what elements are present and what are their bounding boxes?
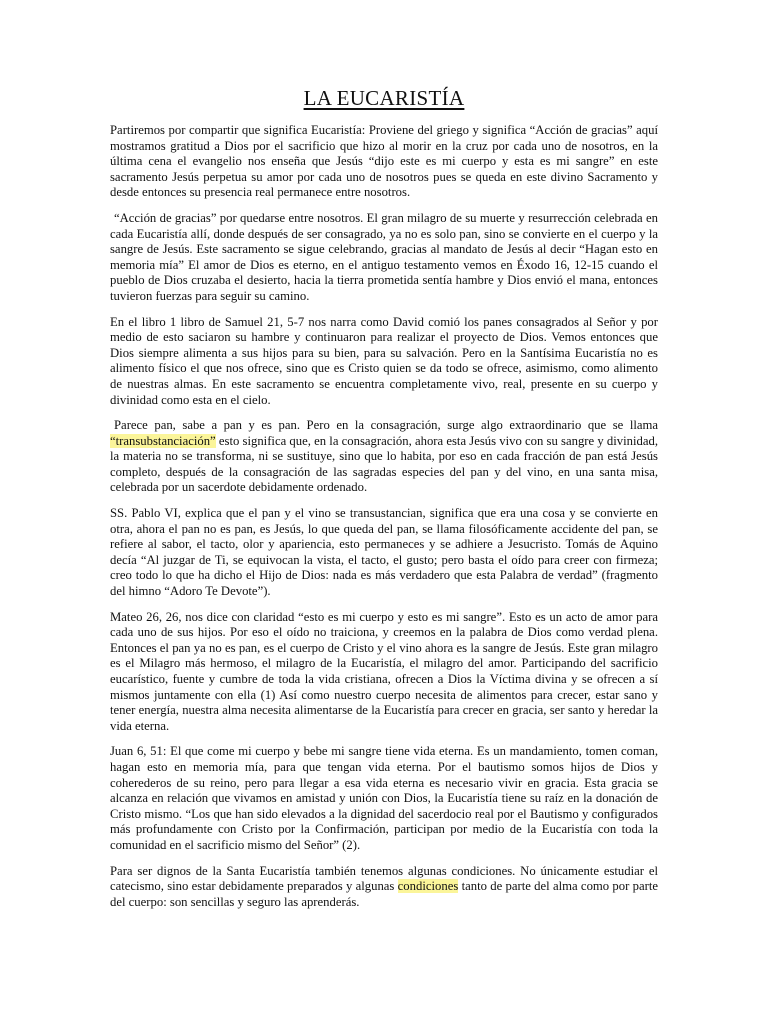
paragraph-8 — [110, 864, 658, 911]
paragraph-5: SS. Pablo VI, explica que el pan y el vino se transustancian, significa que era una cosa y se convierte en otra, ahora el pan no es pan, es Jesús, lo que queda del pan, se llama filosóficamente accidente del pan, se refiere al sabor, el tacto, olor y apariencia, esto permaneces y se adhiere a Jesucristo. Tomás de Aquino decía “Al juzgar de Ti, se equivocan la vista, el tacto, el gusto; pero basta el oído para creer con firmeza; creo todo lo que ha dicho el Hijo de Dios: nada es más verdadero que esta Palabra de verdad” (fragmento del himno “Adoro Te Devote”). — [110, 506, 658, 599]
paragraph-1: Partiremos por compartir que significa Eucaristía: Proviene del griego y significa “Acción de gracias” aquí mostramos gratitud a Dios por el sacrificio que hizo al morir en la cruz por cada uno de nosotros, en la última cena el evangelio nos enseña que Jesús “dijo este es mi cuerpo y esta es mi sangre” en este sacramento Jesús perpetua su amor por cada uno de nosotros pues se queda en este divino Sacramento y desde entonces su presencia real permanece entre nosotros. — [110, 123, 658, 200]
paragraph-8-after: tanto de parte del alma como por parte del cuerpo: son sencillas y seguro las aprenderás. — [110, 879, 658, 909]
paragraph-4-after: esto significa que, en la consagración, ahora esta Jesús vivo con su sangre y divinidad, la materia no se transforma, ni se sustituye, sino que lo habita, por eso en cada fracción de pan está Jesús completo, después de la consagración de las sagradas especies del pan y del vino, en una santa misa, celebrada por un sacerdote debidamente ordenado. — [110, 433, 658, 495]
paragraph-3: En el libro 1 libro de Samuel 21, 5-7 nos narra como David comió los panes consagrados al Señor y por medio de esto saciaron su hambre y continuaron para realizar el proyecto de Dios. Vemos entonces que Dios siempre alimenta a sus hijos para su bien, para su salvación. Pero en la Santísima Eucaristía no es alimento físico el que nos ofrece, sino que es Cristo quien se da todo se ofrece, asimismo, como alimento de nuestras almas. En este sacramento se encuentra completamente vivo, real, presente en su cuerpo y divinidad como esta en el cielo. — [110, 314, 658, 407]
highlight-condiciones: condiciones — [397, 879, 459, 894]
paragraph-8-before: Para ser dignos de la Santa Eucaristía también tenemos algunas condiciones. No únicamente estudiar el catecismo, sino estar debidamente preparados y algunas — [110, 863, 658, 894]
highlight-transubstanciacion: “transubstanciación” — [110, 433, 216, 448]
document-title: LA EUCARISTÍA — [303, 86, 465, 110]
paragraph-7: Juan 6, 51: El que come mi cuerpo y bebe mi sangre tiene vida eterna. Es un mandamiento, tomen coman, hagan esto en memoria mía, para que tengan vida eterna. Por el bautismo somos hijos de Dios y coherederos de su reino, pero para llegar a esa vida eterna es necesario vivir en gracia. Esta gracia se alcanza en relación que vivamos en amistad y unión con Dios, la Eucaristía tiene su raíz en la donación de Cristo mismo. “Los que han sido elevados a la dignidad del sacerdocio real por el Bautismo y configurados más profundamente con Cristo por la Confirmación, participan por medio de la Eucaristía con toda la comunidad en el sacrificio mismo del Señor” (2). — [110, 744, 658, 852]
paragraph-2: “Acción de gracias” por quedarse entre nosotros. El gran milagro de su muerte y resurrección celebrada en cada Eucaristía allí, donde después de ser consagrado, ya no es solo pan, sino se convierte en el cuerpo y la sangre de Jesús. Este sacramento se sigue celebrando, gracias al mandato de Jesús al decir “Hagan esto en memoria mía” El amor de Dios es eterno, en el antiguo testamento vemos en Éxodo 16, 12-15 cuando el pueblo de Dios cruzaba el desierto, hacia la tierra prometida sentía hambre y Dios envió el mana, entonces tuvieron fuerzas para seguir su camino. — [110, 210, 658, 303]
paragraph-4-before: Parece pan, sabe a pan y es pan. Pero en la consagración, surge algo extraordinario que se llama — [114, 418, 658, 433]
paragraph-6: Mateo 26, 26, nos dice con claridad “esto es mi cuerpo y esto es mi sangre”. Esto es un acto de amor para cada uno de sus hijos. Por eso el oído no traiciona, y creemos en la palabra de Dios como verdad plena. Entonces el pan ya no es pan, es el cuerpo de Cristo y el vino ahora es la sangre de Jesús. Este gran milagro es el Milagro más hermoso, el milagro de la Eucaristía, el milagro del amor. Participando del sacrificio eucarístico, fuente y cumbre de toda la vida cristiana, ofrecen a Dios la Víctima divina y se ofrecen a sí mismos juntamente con ella (1) Así como nuestro cuerpo necesita de alimentos para crecer, estar sano y tener energía, nuestra alma necesita alimentarse de la Eucaristía para crecer en gracia, ser santo y heredar la vida eterna. — [110, 609, 658, 733]
paragraph-4 — [110, 418, 658, 496]
